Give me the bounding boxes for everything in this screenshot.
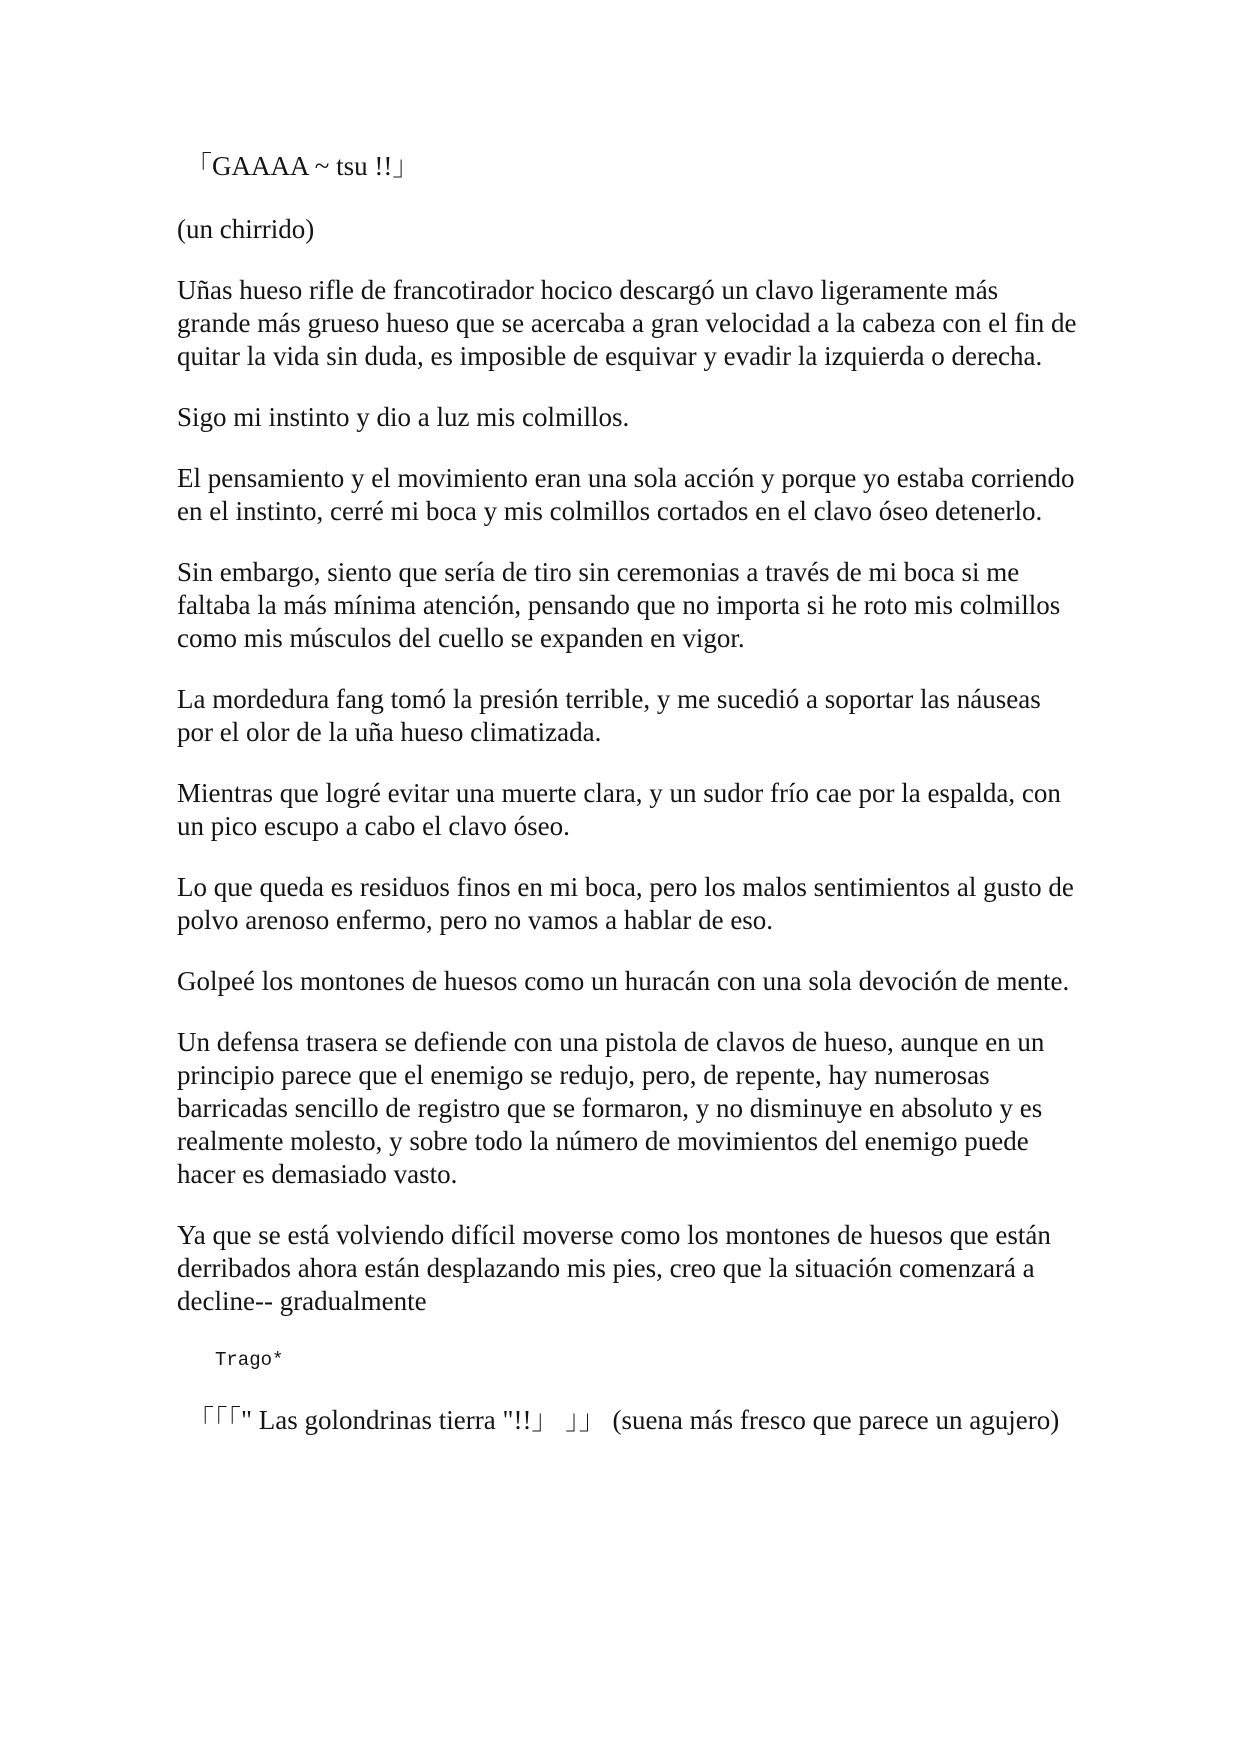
paragraph: La mordedura fang tomó la presión terrible, y me sucedió a soportar las náuseas por el olor de la uña hueso climatizada. xyxy=(177,684,1041,747)
paragraph: Un defensa trasera se defiende con una pistola de clavos de hueso, aunque en un principio parece que el enemigo se redujo, pero, de repente, hay numerosas barricadas sencillo de registro que se formaron, y no disminuye en absoluto y es realmente molesto, y sobre todo la número de movimientos del enemigo puede hacer es demasiado vasto. xyxy=(177,1027,1045,1189)
paragraph: 「「「" Las golondrinas tierra "!!」 」」 (suena más fresco que parece un agujero) xyxy=(187,1405,1060,1435)
sound-effect-line: Trago* xyxy=(215,1349,284,1371)
paragraph: Mientras que logré evitar una muerte clara, y un sudor frío cae por la espalda, con un pico escupo a cabo el clavo óseo. xyxy=(177,778,1061,841)
paragraph: (un chirrido) xyxy=(177,214,315,244)
document-body xyxy=(177,150,1077,1465)
paragraph: Lo que queda es residuos finos en mi boca, pero los malos sentimientos al gusto de polvo arenoso enfermo, pero no vamos a hablar de eso. xyxy=(177,872,1074,935)
paragraph: El pensamiento y el movimiento eran una sola acción y porque yo estaba corriendo en el instinto, cerré mi boca y mis colmillos cortados en el clavo óseo detenerlo. xyxy=(177,463,1075,526)
shout-line: 「GAAAA ~ tsu !!」 xyxy=(185,151,420,181)
paragraph: Sin embargo, siento que sería de tiro sin ceremonias a través de mi boca si me faltaba la más mínima atención, pensando que no importa si he roto mis colmillos como mis músculos del cuello se expanden en vigor. xyxy=(177,557,1061,653)
paragraph: Ya que se está volviendo difícil moverse como los montones de huesos que están derribados ahora están desplazando mis pies, creo que la situación comenzará a decline-- gradualmente xyxy=(177,1220,1051,1316)
paragraph: Sigo mi instinto y dio a luz mis colmillos. xyxy=(177,402,630,432)
paragraph: Golpeé los montones de huesos como un huracán con una sola devoción de mente. xyxy=(177,966,1070,996)
paragraph: Uñas hueso rifle de francotirador hocico descargó un clavo ligeramente más grande más grueso hueso que se acercaba a gran velocidad a la cabeza con el fin de quitar la vida sin duda, es imposible de esquivar y evadir la izquierda o derecha. xyxy=(177,275,1077,371)
